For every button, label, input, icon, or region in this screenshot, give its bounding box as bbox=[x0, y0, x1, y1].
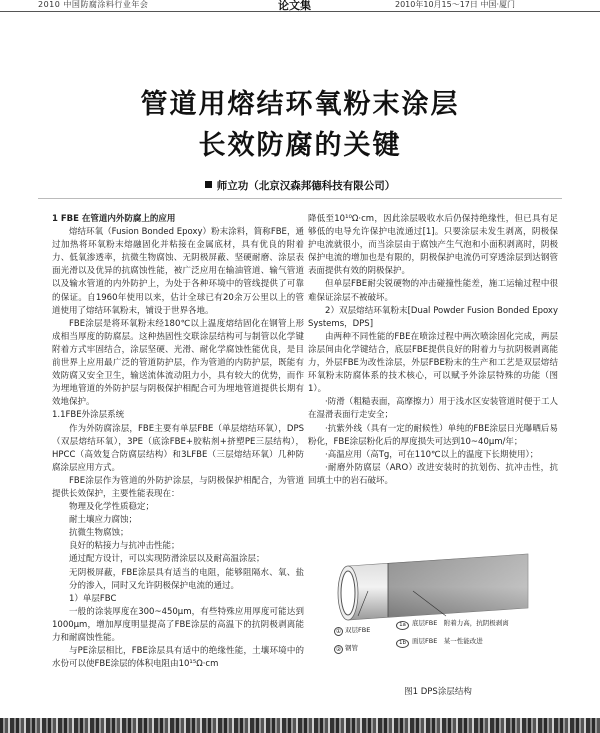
section-heading: 1 FBE 在管道内外防腐上的应用 bbox=[52, 214, 176, 224]
paragraph: 通过配方设计，可以实现防滑涂层以及耐高温涂层； bbox=[69, 554, 265, 565]
paragraph: FBE涂层是将环氧粉末经180℃以上温度熔结固化在钢管上形成相当厚度的防腐层。这种热固性交联涂层结构可与制管以化学键附着方式牢固结合，涂层坚硬、光滑、耐化学腐蚀性能优良，是目前世界上应用最广泛的管道防护层，作为管道的内防护层，既能有效防腐又安全卫生，输送流体流动阻力小，具有较大的优势，而作为埋地管道的外防护层与阴极保护相配合可为埋地管道提供长期有效地保护。 bbox=[52, 318, 304, 408]
title-divider bbox=[38, 198, 562, 199]
paragraph: 耐土壤应力腐蚀； bbox=[69, 515, 138, 526]
dps-structure-figure bbox=[328, 546, 548, 674]
paragraph: 与PE涂层相比，FBE涂层具有适中的绝缘性能，土壤环境中的水份可以使FBE涂层的体积电阻由10¹⁵Ω·cm bbox=[52, 646, 304, 670]
paragraph: 由两种不同性能的FBE在喷涂过程中两次喷涂固化完成，两层涂层间由化学键结合，底层FBE提供良好的附着力与抗阴极剥离能力，外层FBE为改性涂层，外层FBE粉末的生产和工艺是双层熔结环氧粉末防腐体系的技术核心，可以赋予外涂层特殊的功能（图1）。 bbox=[308, 331, 558, 395]
legend-item-1a bbox=[396, 618, 509, 630]
paragraph: 1.1FBE外涂层系统 bbox=[52, 410, 125, 421]
footer-pattern-bar bbox=[0, 718, 600, 733]
paragraph: 降低至10¹⁰Ω·cm，因此涂层吸收水后仍保持绝缘性，但已具有足够低的电导允许保护电流通过[1]。只要涂层未发生剥离，阴极保护电流就很小，而当涂层由于腐蚀产生气泡和小面积剥离时，阴极保护电流的增加也是有限的，阴极保护电流仍可穿透涂层到达钢管表面提供有效的阴极保护。 bbox=[308, 214, 558, 277]
article-title-line1: 管道用熔结环氧粉末涂层 bbox=[140, 89, 460, 120]
running-header bbox=[0, 0, 600, 12]
paragraph: ·防滑（粗糙表面，高摩擦力）用于浅水区安装管道时便于工人在湿滑表面行走安全； bbox=[308, 397, 558, 421]
right-column bbox=[308, 213, 558, 488]
legend-text: 钢管 bbox=[345, 644, 358, 652]
legend-symbol: 1a bbox=[396, 621, 409, 630]
bullet-square-icon bbox=[205, 181, 212, 188]
legend-text: 面层FBE 某一性能改进 bbox=[412, 637, 483, 645]
paragraph: 物理及化学性质稳定； bbox=[69, 502, 155, 513]
paragraph: 作为外防腐涂层，FBE主要有单层FBE（单层熔结环氧），DPS（双层熔结环氧），3PE（底涂FBE+胶粘剂+挤塑PE三层结构），HPCC（高效复合防腐层结构）和3LFBE（三层熔结环氧）几种防腐涂层应用方式。 bbox=[52, 423, 304, 473]
paragraph: ·抗紫外线（具有一定的耐候性）单纯的FBE涂层日光曝晒后易粉化，FBE涂层粉化后的厚度损失可达到10~40μm/年； bbox=[308, 423, 558, 447]
pipe-illustration bbox=[328, 546, 548, 674]
paragraph: ·耐磨外防腐层（ARO）改进安装时的抗划伤、抗冲击性，抗回填土中的岩石破坏。 bbox=[308, 462, 558, 486]
paragraph: ·高温应用（高Tg，可在110℃以上的温度下长期使用）； bbox=[325, 449, 539, 460]
header-conference: 2010 中国防腐涂料行业年会 bbox=[38, 0, 149, 9]
paragraph: 1）单层FBC bbox=[69, 593, 117, 604]
header-date-place: 2010年10月15～17日 中国·厦门 bbox=[395, 0, 515, 9]
legend-symbol: ① bbox=[335, 628, 342, 635]
paragraph: FBE涂层作为管道的外防护涂层，与阴极保护相配合，为管道提供长效保护，主要性能表现在： bbox=[52, 475, 304, 499]
paragraph: 无阴极屏蔽，FBE涂层具有适当的电阻，能够阻隔水、氧、盐分的渗入，同时又允许阴极保护电流的通过。 bbox=[69, 567, 304, 591]
paragraph: 一般的涂装厚度在300~450μm，有些特殊应用厚度可能达到1000μm，增加厚度明显提高了FBE涂层的高温下的抗阴极剥离能力和耐腐蚀性能。 bbox=[52, 606, 304, 643]
legend-item-1b bbox=[396, 636, 483, 648]
paragraph: 熔结环氧（Fusion Bonded Epoxy）粉末涂料，简称FBE，通过加热将环氧粉末熔融固化并粘接在金属底材，具有优良的附着力、低氧渗透率，抗微生物腐蚀、无阴极屏蔽、坚硬耐磨、涂层表面光滑以及优异的抗腐蚀性能，被广泛应用在输油管道、输气管道以及输水管道的内外防护上，为处于各种环境中的管线提供了可靠的保证。自1960年使用以来，估计全球已有20余万公里以上的管道使用了熔结环氧粉末，铺设于世界各地。 bbox=[52, 227, 304, 316]
pipe-end-steel bbox=[341, 571, 355, 615]
paragraph: 但单层FBE耐尖锐硬物的冲击碰撞性能差，施工运输过程中很难保证涂层不被破坏。 bbox=[308, 279, 558, 303]
legend-symbol: 1b bbox=[396, 639, 409, 648]
header-section: 论文集 bbox=[278, 0, 311, 12]
article-title-line2: 长效防腐的关键 bbox=[198, 130, 402, 161]
outer-coating-band bbox=[388, 554, 528, 617]
figure-caption: 图1 DPS涂层结构 bbox=[404, 687, 472, 697]
legend-text: 双层FBE bbox=[345, 626, 371, 634]
legend-text: 底层FBE 附着力高，抗阴极剥离 bbox=[412, 619, 509, 627]
legend-symbol: ② bbox=[335, 646, 342, 653]
legend-item-1 bbox=[334, 625, 370, 636]
author-text: 师立功（北京汉森邦德科技有限公司） bbox=[216, 180, 396, 192]
left-column bbox=[52, 213, 304, 671]
paragraph: 2）双层熔结环氧粉末[Dual Powder Fusion Bonded Epoxy Systems，DPS] bbox=[308, 305, 558, 329]
paragraph: 抗微生物腐蚀； bbox=[69, 528, 129, 539]
legend-item-2 bbox=[334, 643, 358, 654]
author-line bbox=[0, 178, 600, 193]
paragraph: 良好的粘接力与抗冲击性能； bbox=[69, 541, 180, 552]
